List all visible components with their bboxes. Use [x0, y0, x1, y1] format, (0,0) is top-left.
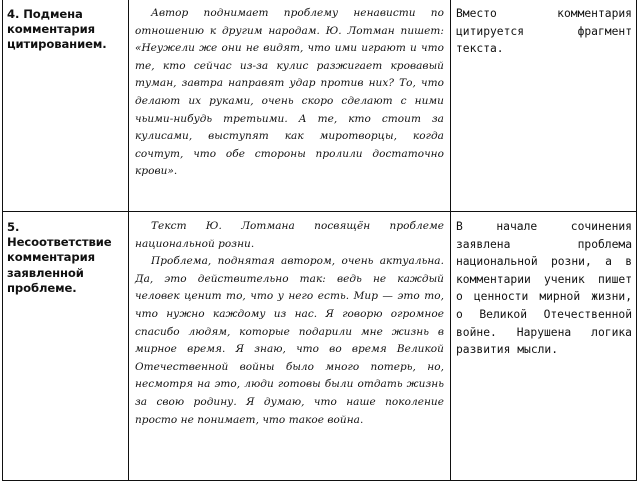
- comment-text: В начале сочинения заявлена проблема национальной розни, а в комментарии ученик пишет о ценности мирной жизни, о Великой Отечественной войне. Нарушена логика развития мысли.: [456, 220, 632, 357]
- table-row: [3, 0, 637, 212]
- comment-cell: [451, 0, 637, 212]
- error-type-title: 4. Подмена комментария цитированием.: [7, 7, 107, 52]
- errors-table: [2, 0, 637, 481]
- error-type-cell: [3, 0, 129, 212]
- example-cell: [129, 212, 451, 481]
- example-text: [129, 0, 450, 181]
- example-text: [129, 212, 450, 429]
- example-paragraph: Проблема, поднятая автором, очень актуальна. Да, это действительно так: ведь не каждый человек ценит то, что у него есть. Мир — это то, что нужно каждому из нас. Я говорю огромное спасибо людям, которые подарили мне жизнь в мирное время. Я знаю, что во время Великой Отечественной войны было много потерь, но, несмотря на это, люди готовы были отдать жизнь за свою родину. Я думаю, что наше поколение просто не понимает, что такое война.: [135, 255, 444, 426]
- example-paragraph: Автор поднимает проблему ненависти по отношению к другим народам. Ю. Лотман пишет: «Неужели же они не видят, что ими играют и что те, кто сейчас из-за кулис разжигает кровавый туман, завтра направят удар против них? То, что делают их руками, очень скоро сделают с ними чьими-нибудь третьими. А те, кто стоит за кулисами, выступят как миротворцы, когда сочтут, что обе стороны пролили достаточно крови».: [135, 7, 444, 178]
- example-paragraph: Текст Ю. Лотмана посвящён проблеме национальной розни.: [135, 220, 444, 250]
- error-type-title: 5. Несоответствие комментария заявленной проблеме.: [7, 220, 112, 295]
- comment-text: Вместо комментария цитируется фрагмент текста.: [456, 7, 632, 56]
- table-row: [3, 212, 637, 481]
- comment-cell: [451, 212, 637, 481]
- example-cell: [129, 0, 451, 212]
- error-type-cell: [3, 212, 129, 481]
